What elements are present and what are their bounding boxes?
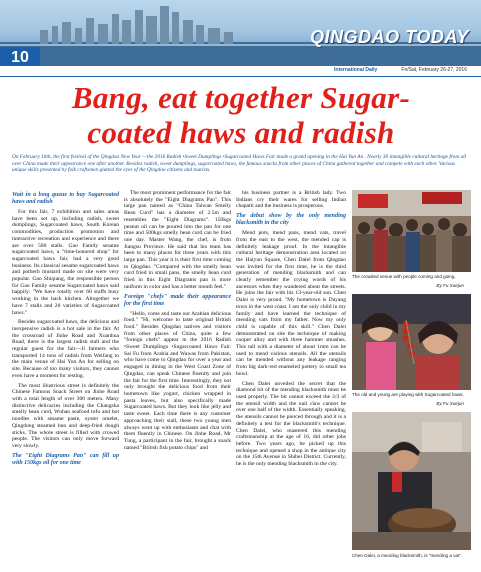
subhead: The debut show by the only mending blacksmith in the city (236, 213, 346, 227)
masthead-banner (0, 0, 481, 66)
headline: Bang, eat together Sugar-coated haws and radish (71, 80, 411, 150)
paragraph: Besides sugarcoated haws, the delicious and inexpensive radish is a hot sale in the fair. At the crossroad of Jinhe Road and Xuanhua Road, there is the largest radish stall and the regular guest for the fair—Ji farmers who transported 14 tons of radish from Weifang to the main venue of Hai Yun An for selling on site. Because of too many visitors, they cannot even have a moment for resting. (12, 319, 119, 379)
crowd-photo-image (352, 190, 471, 272)
issue-date: Fri/Sat, February 26-27, 2016 (401, 67, 467, 73)
newspaper-name: International Daily (334, 67, 378, 73)
photo-caption: The crowded venue with people coming and going. (352, 274, 456, 279)
article-column-3 (236, 190, 346, 471)
intro-paragraph: On February 16th, the first festival of the Qingdao New Year —the 2016 Radish •Sweet Dumplings •Sugarcoated Haws Fair made a grand opening in the Hai Yun An . Nearly 30 intangible cultural heritage from all over China made their appearance one after another. Besides radish, sweet dumplings, sugarcoated haws, the famous snacks from other places of China gathered together and compete with each other. Various unique skills presented by folk craftsmen glutted the eyes of the Qingdao citizens and tourists. (12, 154, 467, 174)
paragraph: "Hello, come and taste our Arabian delicious food." "Hi, welcome to taste original British food." Besides Qingdao natives and visitors from other places of China, quite a few "foreign chefs" appear in the 2016 Radish •Sweet Dumplings •Sugarcoated Haws Fair. Sai Fu from Arabia and Wawas from Pakistan, who have come to Qingdao for over a year and engaged in dining in the West Coast Zone of Qingdao, can speak Chinese fluently and join the fair for the first time. Interestingly, they not only brought the delicious food from their hometown like yogurt, chicken wrapped in pasta leaves, but also specifically made Sugarcoated haws. But they look like jelly and taste sweet. Each time there is any customer approaching their stall, these two young men always went up with enthusiasm and chat with them fluently in Chinese. On Jinhe Road, Mr Tung, a participant in the fair, brought a snack named "British fish potato chips" and (124, 310, 231, 451)
blacksmith-photo-image (352, 412, 471, 550)
photo-caption: Chen Dalei, a mending blacksmith, is "mending a vat". (352, 553, 463, 558)
masthead-title: QINGDAO TODAY (310, 27, 469, 47)
subhead: The "Eight Diagrams Pan" can fill up with 150kgs oil for one time (12, 452, 119, 466)
photo-credit: By Fu Xuejun (436, 283, 464, 288)
dateline (0, 66, 481, 77)
paragraph: Chen Dalei unveiled the secret that the diamond bit of the mending blacksmith must be used properly. The bit cannot exceed the 2/3 of the utensil width and the nail claw cannot be over one half of the width. Essentially speaking, the utensils cannot be pierced through and it is a definitely a test for the blacksmith's technique. Chen Dalei, who mastered this mending craftsmanship at the age of 16, did other jobs before. Two years ago, he picked up this technique and opened a shop in the antique city on the 15th Avenue in Shibei District. Currently, he is the only mending blacksmith in the city. (236, 380, 346, 468)
page-number: 10 (0, 47, 40, 66)
haws-photo-image (352, 294, 471, 390)
photo-credit: By Fu Xuejun (436, 401, 464, 406)
paragraph: Mend pots, mend pans, mend vats, travel from the east to the west, the mended cap is definitely leakage proof. In the intangible cultural heritage demonstration area located on the Haiyun Square, Chen Dalei from Qingdao was invited for the first time, he is the third generation of mending blacksmith and can clearly remember the crying words of his ancestors when they wandered about the streets. He joins the fair with his 13-year-old son. Chen Dalei is very proud. "My hometown is Dayang town in the west coast. I am the only child in my family and have learned the technique of mending vats from my father. Now my only child is capable of this skill." Chen Dalei demonstrated on site the technique of making cooper alloy and with three hammer smashes. This tall with a diameter of about 1mm can be used to mend various utensils. All the utensils can be mended without any leakage ranging from big dark-red enameled pottery to small tea bowl. (236, 230, 346, 377)
article-column-2 (124, 190, 231, 454)
photo-crowd (352, 190, 471, 272)
subhead: Wait in a long queue to buy Sugarcoated haws and radish (12, 192, 119, 205)
subhead: Foreign "chefs" made their appearance for the first time (124, 293, 231, 307)
photo-blacksmith (352, 412, 471, 550)
paragraph: The most prominent performance for the fair is absolutely the "Eight Diagrams Pan". This large pan named as "China Taiwan Smelly Bean Curd" has a diameter of 2.5m and resembles the "Eight Diagrams". 150kgs peanut oil can be poured into the pan for one time and 500kgs smelly bean curd can be fried one day. Master Wang, the chef, is from Jiangsu Province. He said that his team has been to many places for three years with this large pan. This year it is their first time coming to Qingdao. "Compared with the smelly bean curd fried in small pans, the smelly bean curd fried in this Eight Diagrams pan is more uniform in color and has a better mouth feel." (124, 190, 231, 290)
article-column-1 (12, 190, 119, 470)
photo-caption: The old and young are playing with Sugarcoated haws. (352, 392, 464, 397)
paragraph: his business partner is a British lady. Two Indians cry their wares for selling Indian chapatti and the business is prosperous. (236, 190, 346, 210)
paragraph: For this fair, 7 exhibition and sales areas have been set up, including radish, sweet dumplings, Sugarcoated haws, South Korean commodities, production promotion and interactive recreation and experience and there are over 500 stalls. Gao Family sesame sugarcoated haws, a "time-honored shop" for sugarcoated haws fair, had a very good business. Its classical sesame sugarcoated haws and potherb mustard made on site were very popular. Gao Shiqiang, the responsible person for Gao Family sesame Sugarcoated haws said happily: "We have totally over 60 staffs busy working in the back kitchen. Altogether we have 7 stalls and 20 varieties of Sugarcoated haws." (12, 209, 119, 316)
photo-haws (352, 294, 471, 390)
paragraph: The most illustrious street is definitely the Chinese Famous Snack Street on Jinhe Road with a total length of over 300 meters. Many distinctive delicacies including the Changsha smelly bean curd, Wuhan seafood tofu and hot noodles with sesame paste, oyster omelet, Qingdong steamed bun and deep-fried dough sticks. The whole street is filled with crowed people. The visitors can only move forward very slowly. (12, 382, 119, 449)
